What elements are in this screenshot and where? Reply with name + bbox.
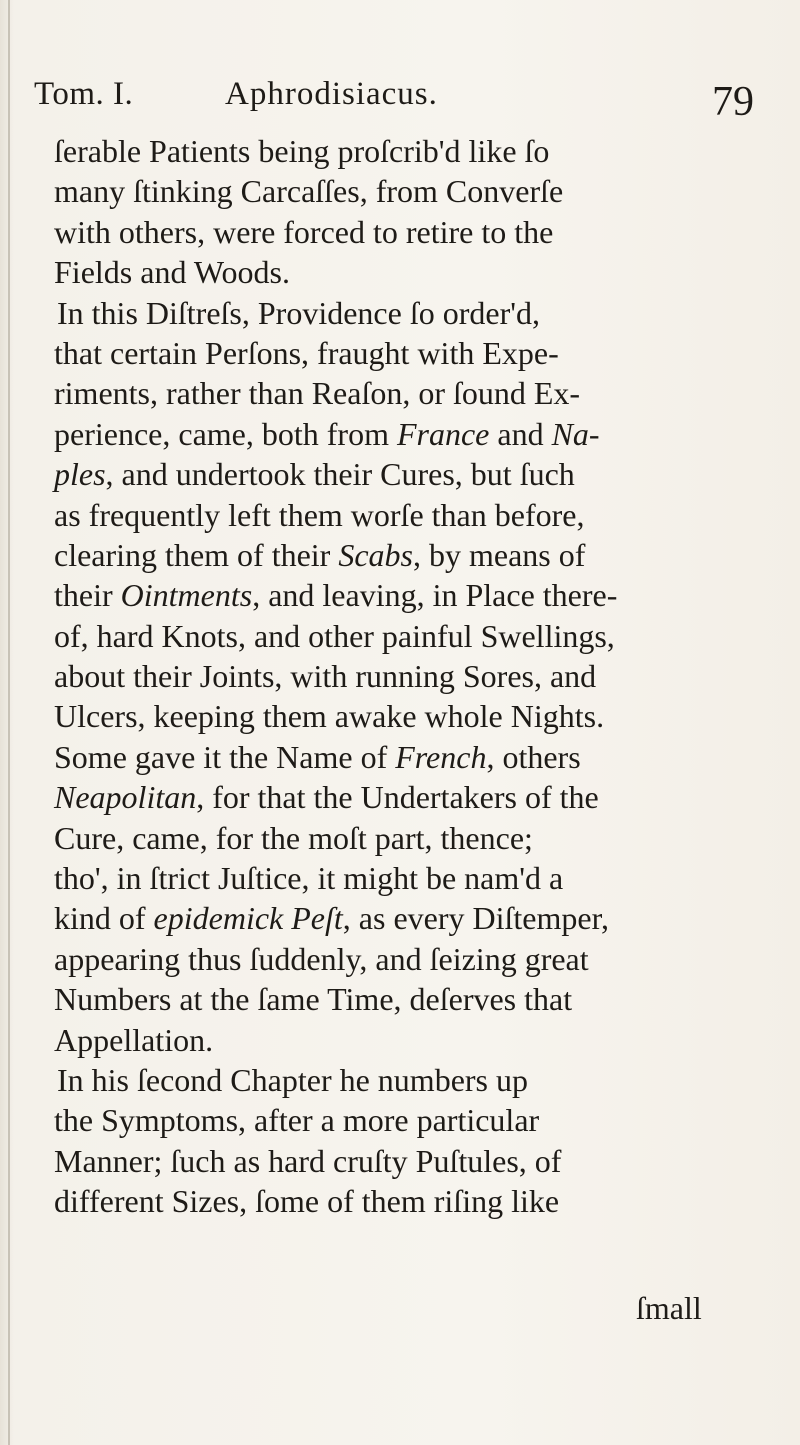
text-line: the Symptoms, after a more particular [54, 1102, 540, 1139]
text-line: Cure, came, for the moſt part, thence; [54, 819, 533, 856]
body-text [54, 131, 754, 1222]
volume-label: Tom. I. [34, 76, 134, 112]
text-line: perience, came, both from France and Na- [54, 415, 600, 452]
text-line: Neapolitan, for that the Undertakers of the [54, 779, 599, 816]
text-line: appearing thus ſuddenly, and ſeizing great [54, 940, 589, 977]
text-line: Numbers at the ſame Time, deſerves that [54, 981, 573, 1018]
text-line: Fields and Woods. [54, 254, 290, 291]
text-line: ſerable Patients being proſcrib'd like ſo [54, 133, 550, 169]
running-title: Aphrodisiacus. [225, 76, 438, 112]
text-line: Ulcers, keeping them awake whole Nights. [54, 698, 605, 735]
text-line: with others, were forced to retire to the [54, 213, 554, 250]
italic-word: Scabs [338, 536, 413, 573]
text-line: riments, rather than Reaſon, or ſound Ex- [54, 375, 581, 412]
italic-word: Na- [551, 415, 600, 452]
text-line: clearing them of their Scabs, by means of [54, 536, 586, 573]
italic-word: France [396, 415, 490, 452]
italic-word: ples [54, 456, 106, 493]
italic-word: French [395, 738, 487, 775]
text-line: Some gave it the Name of French, others [54, 738, 581, 775]
text-line: that certain Perſons, fraught with Expe- [54, 334, 559, 371]
italic-word: Ointments [120, 577, 253, 614]
text-line: tho', in ſtrict Juſtice, it might be nam'd a [54, 860, 564, 897]
text-line: of, hard Knots, and other painful Swellings, [54, 617, 615, 654]
text-line: different Sizes, ſome of them riſing like [54, 1183, 560, 1220]
text-line: Appellation. [54, 1021, 214, 1058]
page-number: 79 [712, 79, 754, 125]
binding-gutter [8, 0, 10, 1445]
text-line: many ſtinking Carcaſſes, from Converſe [54, 173, 564, 210]
catchword: ſmall [636, 1290, 702, 1326]
text-line: ples, and undertook their Cures, but ſuch [54, 456, 575, 493]
italic-word: epidemick Peſt [153, 900, 343, 937]
running-head [34, 76, 754, 132]
italic-word: Neapolitan [54, 779, 197, 816]
text-line: about their Joints, with running Sores, and [54, 658, 597, 695]
text-line: Manner; ſuch as hard cruſty Puſtules, of [54, 1142, 562, 1179]
text-line: In this Diſtreſs, Providence ſo order'd, [57, 294, 540, 331]
text-line: their Ointments, and leaving, in Place there- [54, 577, 618, 614]
text-line: In his ſecond Chapter he numbers up [57, 1061, 528, 1098]
text-line: as frequently left them worſe than before, [54, 496, 585, 533]
text-line: kind of epidemick Peſt, as every Diſtemper, [54, 900, 609, 937]
